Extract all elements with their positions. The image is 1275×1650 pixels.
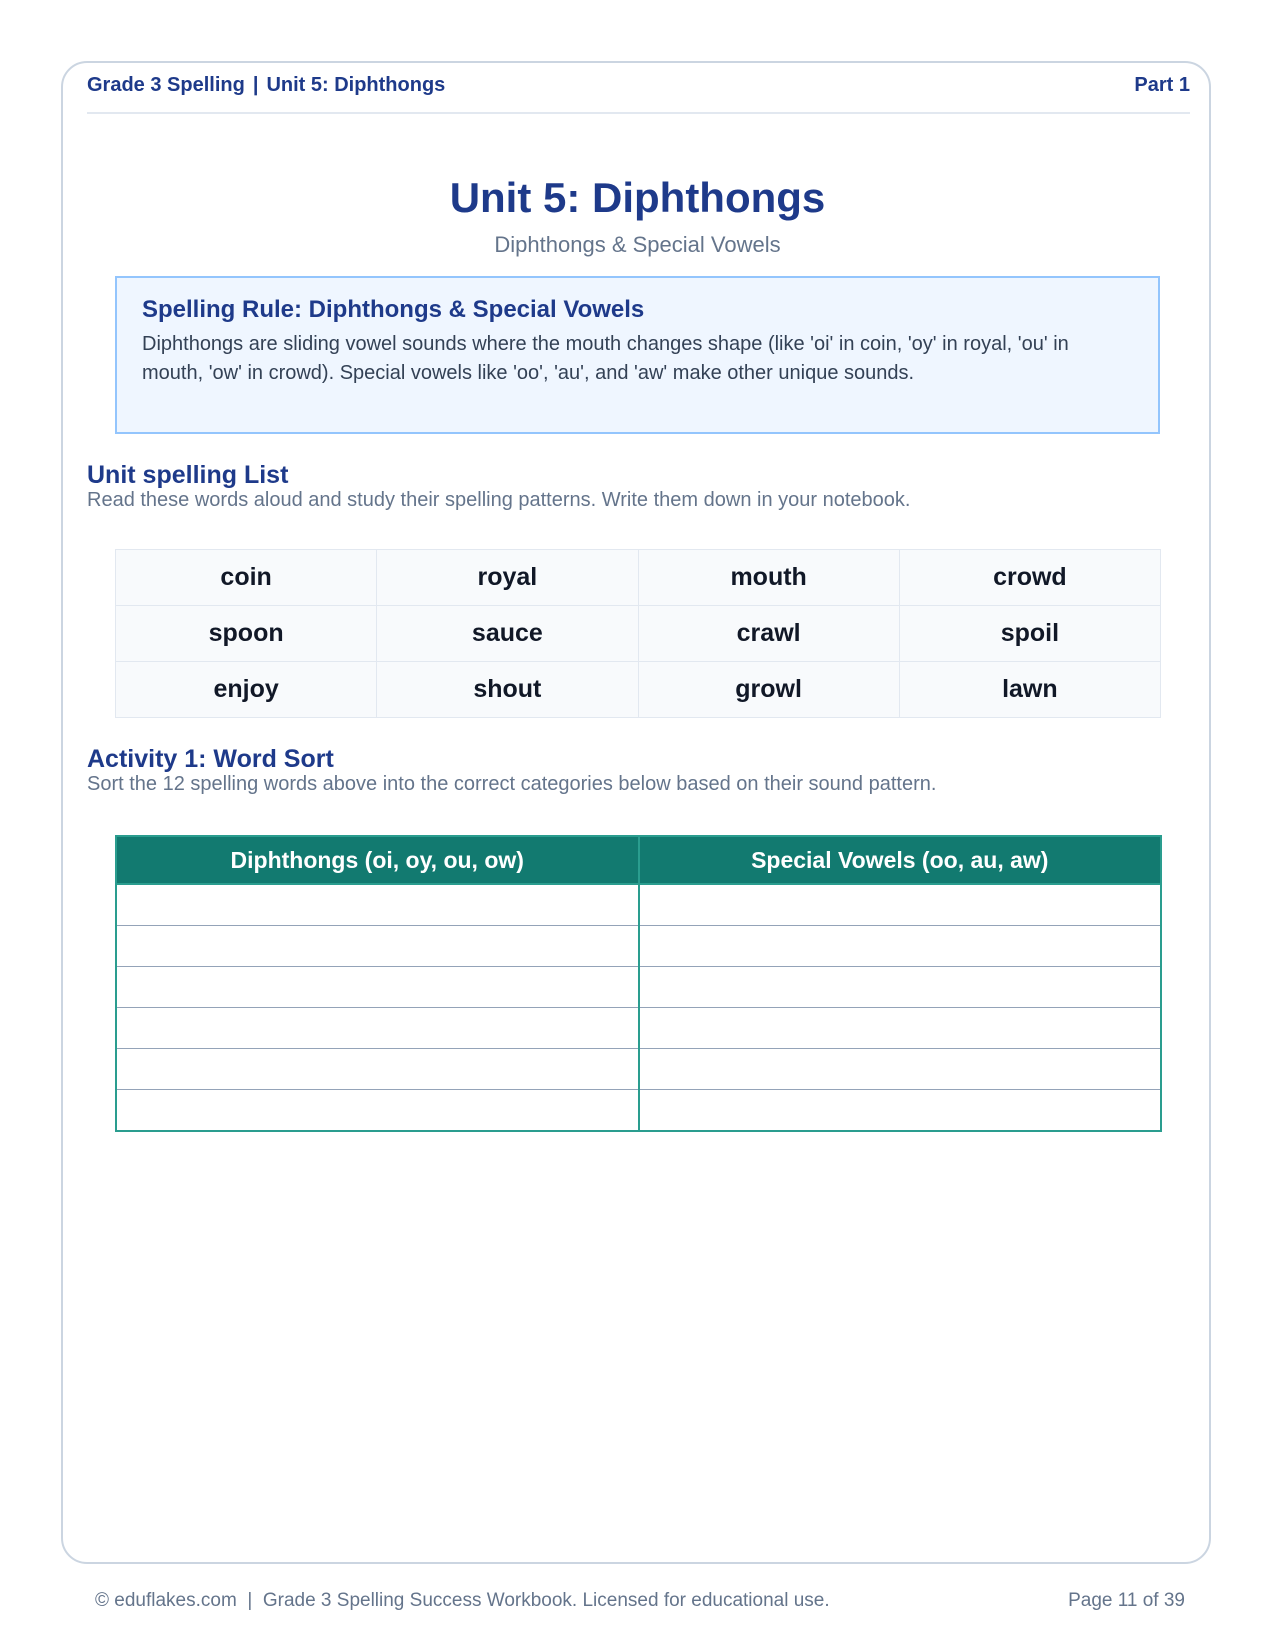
table-row [116, 1049, 1161, 1090]
word-cell: royal [377, 550, 638, 606]
word-cell: crowd [899, 550, 1160, 606]
word-sort-table [115, 835, 1162, 1132]
rule-body: Diphthongs are sliding vowel sounds where the mouth changes shape (like 'oi' in coin, 'oy' in royal, 'ou' in mouth, 'ow' in crowd). Special vowels like 'oo', 'au', and 'aw' make other unique sounds. [142, 333, 1069, 384]
page-header [87, 74, 1190, 114]
header-course: Grade 3 Spelling [87, 74, 245, 96]
writing-cell[interactable] [639, 1090, 1162, 1132]
table-row [116, 926, 1161, 967]
header-unit: Unit 5: Diphthongs [266, 74, 446, 96]
table-row [116, 606, 1161, 662]
table-row [116, 967, 1161, 1008]
word-cell: shout [377, 662, 638, 718]
word-cell: spoon [116, 606, 377, 662]
column-header-diphthongs: Diphthongs (oi, oy, ou, ow) [116, 836, 639, 884]
activity-title: Activity 1: Word Sort [87, 745, 334, 773]
table-row [116, 1090, 1161, 1132]
column-header-special-vowels: Special Vowels (oo, au, aw) [639, 836, 1162, 884]
page-number: Page 11 of 39 [1068, 1590, 1185, 1611]
word-cell: spoil [899, 606, 1160, 662]
table-row [116, 884, 1161, 926]
sort-header-row [116, 836, 1161, 884]
word-cell: crawl [638, 606, 899, 662]
rule-title: Spelling Rule: Diphthongs & Special Vowels [142, 296, 645, 323]
spelling-rule-box [115, 276, 1160, 434]
word-cell: enjoy [116, 662, 377, 718]
table-row [116, 662, 1161, 718]
writing-cell[interactable] [116, 884, 639, 926]
writing-cell[interactable] [116, 1008, 639, 1049]
page-title: Unit 5: Diphthongs [449, 174, 826, 221]
writing-cell[interactable] [116, 926, 639, 967]
writing-cell[interactable] [639, 926, 1162, 967]
activity-instructions: Sort the 12 spelling words above into the correct categories below based on their sound pattern. [87, 773, 937, 795]
writing-cell[interactable] [639, 884, 1162, 926]
spelling-word-table [115, 549, 1161, 718]
word-cell: mouth [638, 550, 899, 606]
word-cell: coin [116, 550, 377, 606]
writing-cell[interactable] [639, 1008, 1162, 1049]
word-cell: sauce [377, 606, 638, 662]
writing-cell[interactable] [639, 967, 1162, 1008]
writing-cell[interactable] [116, 967, 639, 1008]
table-row [116, 1008, 1161, 1049]
header-left [87, 74, 445, 97]
footer-copyright: © eduflakes.com | Grade 3 Spelling Success Workbook. Licensed for educational use. [95, 1590, 830, 1611]
spelling-list-instructions: Read these words aloud and study their spelling patterns. Write them down in your notebook. [87, 489, 911, 511]
table-row [116, 550, 1161, 606]
writing-cell[interactable] [639, 1049, 1162, 1090]
header-part: Part 1 [1134, 74, 1190, 96]
page-footer [95, 1590, 1185, 1612]
word-cell: growl [638, 662, 899, 718]
spelling-list-title: Unit spelling List [87, 461, 289, 489]
word-cell: lawn [899, 662, 1160, 718]
page-subtitle: Diphthongs & Special Vowels [494, 232, 781, 257]
header-separator: | [252, 74, 259, 96]
writing-cell[interactable] [116, 1049, 639, 1090]
writing-cell[interactable] [116, 1090, 639, 1132]
